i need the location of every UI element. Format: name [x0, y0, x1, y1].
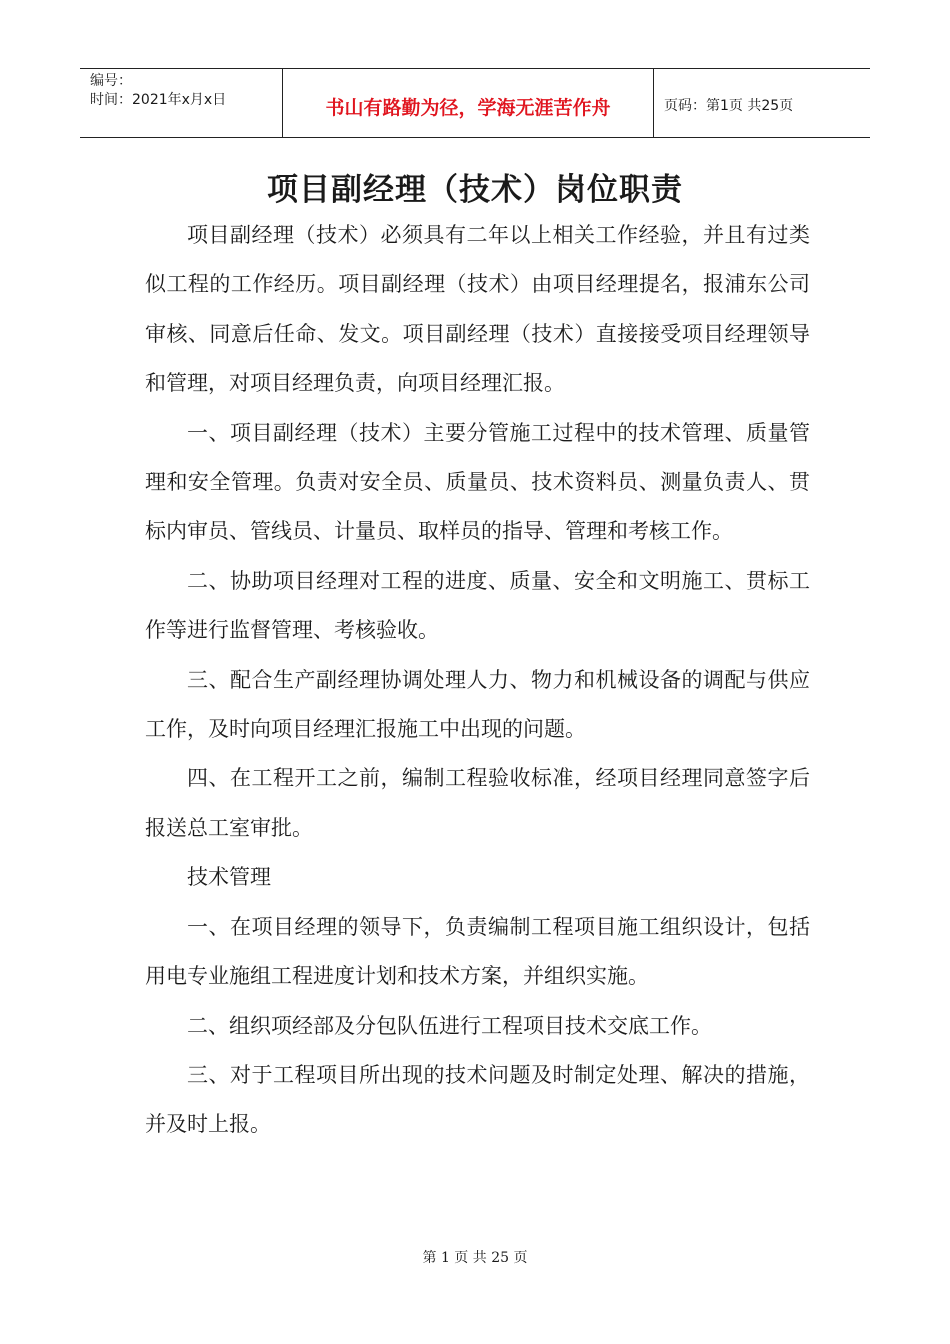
section-heading: 技术管理	[187, 865, 271, 890]
paragraph: 项目副经理（技术）必须具有二年以上相关工作经验，并且有过类似工程的工作经历。项目副经理（技术）由项目经理提名，报浦东公司审核、同意后任命、发文。项目副经理（技术）直接接受项目经理领导和管理，对项目经理负责，向项目经理汇报。	[145, 223, 810, 396]
motto-cell	[282, 69, 654, 137]
header-meta-cell	[80, 69, 282, 137]
page-footer: 第 1 页 共 25 页	[422, 1250, 528, 1266]
paragraph: 三、对于工程项目所出现的技术问题及时制定处理、解决的措施，并及时上报。	[145, 1062, 810, 1137]
paragraph: 四、在工程开工之前，编制工程验收标准，经项目经理同意签字后报送总工室审批。	[145, 766, 810, 840]
document-header	[80, 68, 870, 138]
paragraph: 二、协助项目经理对工程的进度、质量、安全和文明施工、贯标工作等进行监督管理、考核验收。	[145, 568, 810, 643]
paragraph: 三、配合生产副经理协调处理人力、物力和机械设备的调配与供应工作，及时向项目经理汇报施工中出现的问题。	[145, 667, 810, 742]
paragraph: 一、项目副经理（技术）主要分管施工过程中的技术管理、质量管理和安全管理。负责对安全员、质量员、技术资料员、测量负责人、贯标内审员、管线员、计量员、取样员的指导、管理和考核工作。	[145, 420, 810, 544]
page-info-cell	[654, 69, 870, 137]
time-label: 时间：2021年x月x日	[90, 92, 227, 108]
page-info-text: 页码：第1页 共25页	[664, 98, 794, 114]
document-title: 项目副经理（技术）岗位职责	[267, 172, 683, 208]
document-body	[145, 211, 810, 1150]
motto-text: 书山有路勤为径，学海无涯苦作舟	[325, 96, 611, 119]
paragraph: 一、在项目经理的领导下，负责编制工程项目施工组织设计，包括用电专业施组工程进度计划和技术方案，并组织实施。	[145, 914, 810, 989]
paragraph: 二、组织项经部及分包队伍进行工程项目技术交底工作。	[187, 1013, 712, 1038]
number-label: 编号：	[90, 73, 132, 89]
